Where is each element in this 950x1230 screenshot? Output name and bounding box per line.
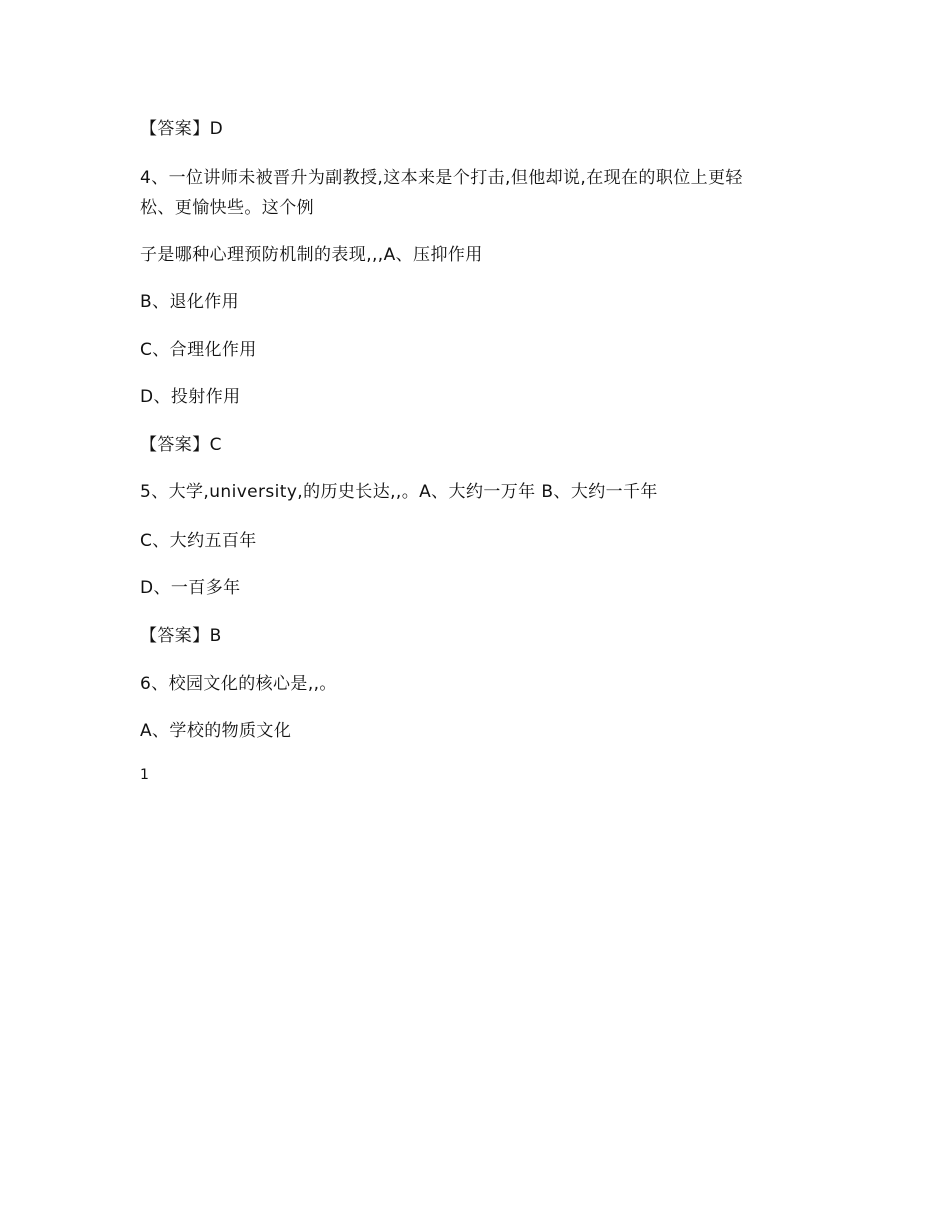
question-6-text: 6、校园文化的核心是,,。 (140, 674, 337, 694)
page-number: 1 (140, 767, 149, 783)
option-a: A、学校的物质文化 (140, 721, 292, 741)
answer-line: 【答案】C (140, 435, 222, 455)
question-4-text-option-a: 子是哪种心理预防机制的表现,,,A、压抑作用 (140, 245, 483, 265)
answer-line: 【答案】B (140, 626, 222, 646)
question-5-text: 5、大学,university,的历史长达,,。A、大约一万年 B、大约一千年 (140, 482, 658, 502)
answer-line: 【答案】D (140, 119, 224, 139)
question-4-text: 4、一位讲师未被晋升为副教授,这本来是个打击,但他却说,在现在的职位上更轻 (140, 168, 743, 188)
option-d: D、投射作用 (140, 387, 241, 407)
option-c: C、大约五百年 (140, 531, 257, 551)
option-c: C、合理化作用 (140, 340, 257, 360)
option-d: D、一百多年 (140, 578, 241, 598)
question-4-text-continued: 松、更愉快些。这个例 (140, 198, 314, 218)
option-b: B、退化作用 (140, 292, 240, 312)
